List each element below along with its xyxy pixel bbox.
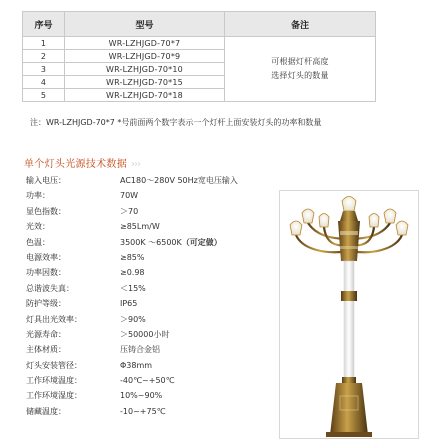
spec-label: 输入电压：: [26, 176, 66, 185]
spec-row: [26, 327, 286, 342]
row-model: WR-LZHJGD-70*18: [65, 89, 225, 102]
row-index: 4: [23, 76, 65, 89]
row-model: WR-LZHJGD-70*9: [65, 50, 225, 63]
spec-value: ≥0.98: [120, 268, 145, 278]
spec-row: [26, 250, 286, 265]
spec-label: 防护等级：: [26, 299, 66, 309]
spec-row: [26, 188, 286, 203]
row-index: 3: [23, 63, 65, 76]
spec-value: 压铸合金铝: [120, 345, 160, 355]
spec-value: ＞50000小时: [120, 329, 170, 339]
spec-value: ＞70: [120, 206, 139, 216]
header-index: 序号: [23, 12, 65, 37]
spec-row: [26, 342, 286, 357]
spec-row: [26, 373, 286, 388]
spec-label: 储藏温度：: [26, 406, 66, 416]
spec-row: [26, 404, 286, 419]
spec-label: 灯具出光效率：: [26, 314, 82, 324]
section-title-text: 单个灯头光源技术数据: [24, 159, 127, 170]
header-remark: 备注: [225, 12, 376, 37]
remark-cell: [225, 37, 376, 102]
spec-row: [26, 265, 286, 280]
spec-row: [26, 204, 286, 219]
spec-label: 主体材质：: [26, 345, 66, 355]
spec-value: ≥85Lm/W: [120, 222, 160, 232]
row-model: WR-LZHJGD-70*7: [65, 37, 225, 50]
table-header-row: [23, 12, 376, 37]
spec-value: 10%~90%: [120, 391, 163, 401]
spec-value: -10~+75℃: [120, 406, 166, 416]
spec-label: 显色指数：: [26, 206, 66, 216]
row-model: WR-LZHJGD-70*15: [65, 76, 225, 89]
spec-label: 功率：: [26, 191, 50, 201]
spec-value: ≥85%: [120, 252, 145, 262]
model-note: 注：WR-LZHJGD-70*7 *号前面两个数字表示一个灯杆上面安装灯头的功率和数量: [30, 118, 322, 127]
product-image: [279, 190, 419, 439]
spec-row: [26, 235, 286, 250]
spec-label: 光源寿命：: [26, 329, 66, 339]
section-title: [24, 155, 140, 170]
spec-value: 3500K ～6500K: [120, 237, 182, 247]
spec-value: ＞90%: [120, 314, 146, 324]
spec-label: 工作环境温度：: [26, 376, 82, 386]
spec-value-note: （可定做）: [181, 237, 222, 247]
spec-value: IP65: [120, 299, 138, 309]
spec-value: -40℃~+50℃: [120, 376, 175, 386]
spec-label: 光效：: [26, 222, 50, 232]
spec-value-group: [120, 235, 222, 250]
spec-label: 灯头安装管径：: [26, 360, 82, 370]
spec-row: [26, 219, 286, 234]
spec-value: 70W: [120, 191, 139, 201]
table-row: [23, 37, 376, 50]
spec-value: AC180～280V 50Hz宽电压输入: [120, 176, 238, 185]
chevrons-icon: ›››: [131, 159, 140, 170]
remark-line-2: 选择灯头的数量: [271, 71, 329, 80]
spec-row: [26, 388, 286, 403]
row-index: 5: [23, 89, 65, 102]
model-table: [22, 11, 376, 102]
spec-row: [26, 296, 286, 311]
spec-label: 工作环境湿度：: [26, 391, 82, 401]
spec-row: [26, 312, 286, 327]
spec-list: [26, 173, 286, 419]
header-model: 型号: [65, 12, 225, 37]
spec-row: [26, 173, 286, 188]
spec-label: 电源效率：: [26, 252, 66, 262]
spec-label: 功率因数：: [26, 268, 66, 278]
spec-label: 色温：: [26, 237, 50, 247]
spec-row: [26, 358, 286, 373]
row-index: 2: [23, 50, 65, 63]
spec-value: Φ38mm: [120, 360, 153, 370]
remark-line-1: 可根据灯杆高度: [271, 57, 329, 66]
spec-row: [26, 281, 286, 296]
row-index: 1: [23, 37, 65, 50]
spec-value: ＜15%: [120, 283, 146, 293]
row-model: WR-LZHJGD-70*10: [65, 63, 225, 76]
spec-label: 总谐波失真：: [26, 283, 74, 293]
lamp-post-icon: [280, 191, 418, 438]
